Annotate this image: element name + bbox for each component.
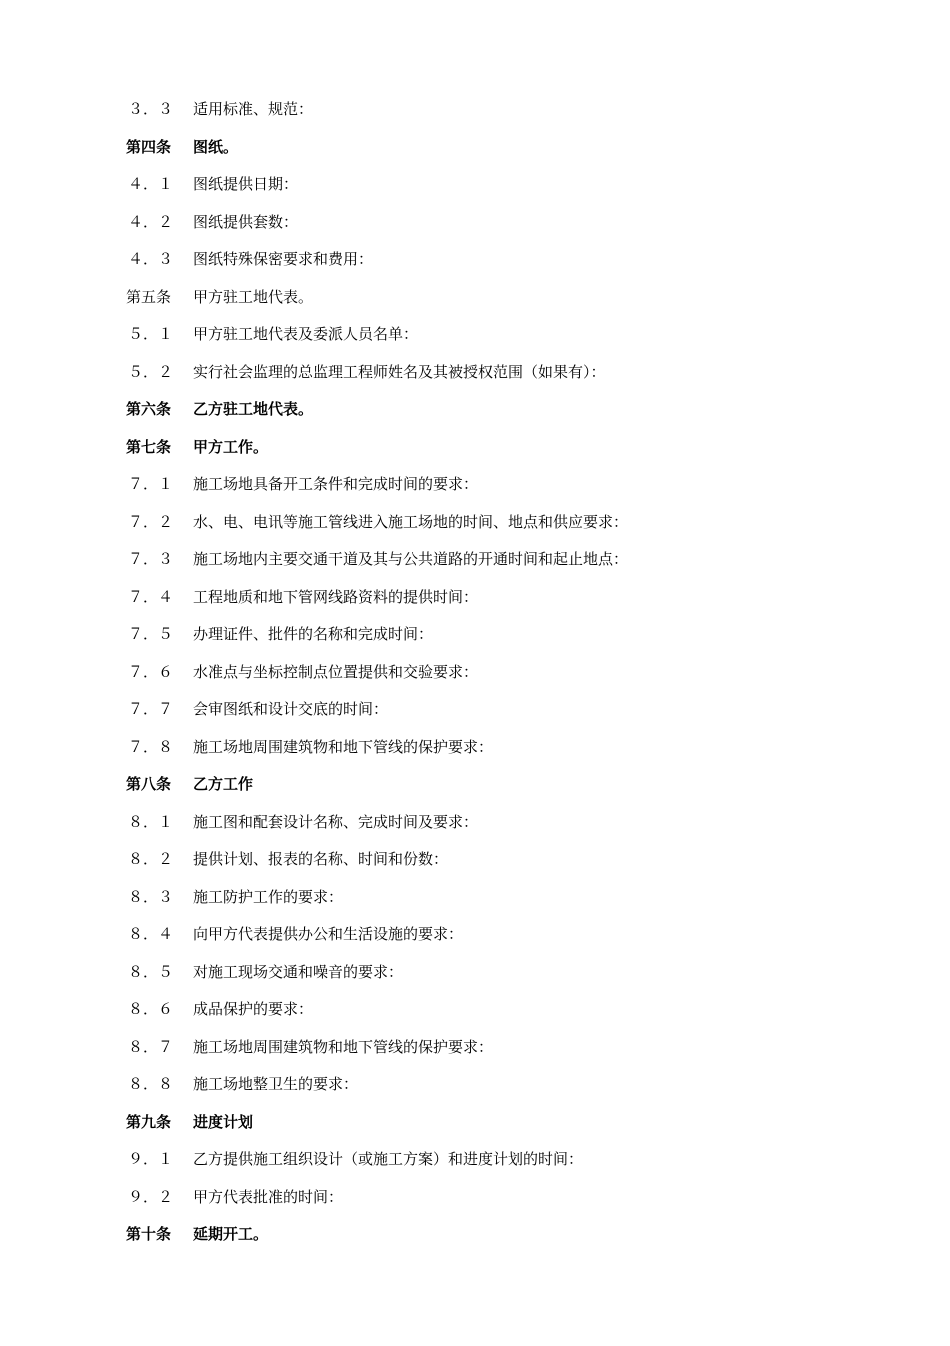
clause-item bbox=[126, 810, 478, 834]
clause-text: 对施工现场交通和噪音的要求： bbox=[193, 963, 404, 981]
clause-text: 工程地质和地下管网线路资料的提供时间： bbox=[193, 588, 479, 606]
clause-number: ８．７ bbox=[128, 1038, 174, 1056]
clause-item bbox=[126, 660, 478, 684]
clause-item bbox=[126, 210, 298, 234]
clause-number: ４．２ bbox=[128, 213, 174, 231]
clause-number: ８．４ bbox=[128, 925, 174, 943]
clause-text: 施工场地整卫生的要求： bbox=[193, 1075, 359, 1093]
clause-item bbox=[126, 1072, 358, 1096]
clause-text: 向甲方代表提供办公和生活设施的要求： bbox=[193, 925, 464, 943]
clause-number: ７．８ bbox=[128, 738, 174, 756]
clause-number: ５．２ bbox=[128, 363, 174, 381]
clause-number: ４．１ bbox=[128, 175, 174, 193]
clause-number: ７．６ bbox=[128, 663, 174, 681]
clause-text: 施工场地周围建筑物和地下管线的保护要求： bbox=[193, 738, 494, 756]
clause-text: 施工防护工作的要求： bbox=[193, 888, 344, 906]
clause-item bbox=[126, 922, 463, 946]
clause-text: 图纸提供套数： bbox=[193, 213, 299, 231]
clause-item bbox=[126, 97, 313, 121]
clause-item bbox=[126, 1185, 343, 1209]
clause-text: 办理证件、批件的名称和完成时间： bbox=[193, 625, 434, 643]
clause-item bbox=[126, 510, 628, 534]
clause-item bbox=[126, 697, 388, 721]
clause-text: 施工场地内主要交通干道及其与公共道路的开通时间和起止地点： bbox=[193, 550, 629, 568]
clause-text: 水准点与坐标控制点位置提供和交验要求： bbox=[193, 663, 479, 681]
section-heading bbox=[126, 435, 268, 459]
clause-item bbox=[126, 247, 373, 271]
clause-number: ７．４ bbox=[128, 588, 174, 606]
clause-text: 成品保护的要求： bbox=[193, 1000, 314, 1018]
clause-text: 甲方代表批准的时间： bbox=[193, 1188, 344, 1206]
clause-number: ８．６ bbox=[128, 1000, 174, 1018]
clause-text: 提供计划、报表的名称、时间和份数： bbox=[193, 850, 449, 868]
clause-item bbox=[126, 997, 313, 1021]
clause-item bbox=[126, 960, 403, 984]
section-heading bbox=[126, 135, 238, 159]
section-title bbox=[126, 285, 313, 309]
clause-text: 会审图纸和设计交底的时间： bbox=[193, 700, 389, 718]
section-number: 第八条 bbox=[126, 775, 172, 793]
clause-item bbox=[126, 585, 478, 609]
clause-number: ７．２ bbox=[128, 513, 174, 531]
section-text: 甲方工作。 bbox=[193, 438, 269, 456]
section-number: 第七条 bbox=[126, 438, 172, 456]
section-text: 乙方工作 bbox=[193, 775, 254, 793]
clause-text: 水、电、电讯等施工管线进入施工场地的时间、地点和供应要求： bbox=[193, 513, 629, 531]
section-heading bbox=[126, 1110, 253, 1134]
section-text: 甲方驻工地代表。 bbox=[193, 288, 314, 306]
clause-number: ８．２ bbox=[128, 850, 174, 868]
section-number: 第六条 bbox=[126, 400, 172, 418]
clause-number: ４．３ bbox=[128, 250, 174, 268]
section-heading bbox=[126, 397, 313, 421]
clause-number: ８．３ bbox=[128, 888, 174, 906]
section-text: 延期开工。 bbox=[193, 1225, 269, 1243]
clause-item bbox=[126, 735, 493, 759]
section-number: 第五条 bbox=[126, 288, 172, 306]
clause-text: 施工场地周围建筑物和地下管线的保护要求： bbox=[193, 1038, 494, 1056]
clause-number: ７．７ bbox=[128, 700, 174, 718]
clause-number: ８．８ bbox=[128, 1075, 174, 1093]
clause-text: 施工场地具备开工条件和完成时间的要求： bbox=[193, 475, 479, 493]
clause-text: 图纸提供日期： bbox=[193, 175, 299, 193]
clause-number: ７．３ bbox=[128, 550, 174, 568]
clause-item bbox=[126, 322, 418, 346]
clause-number: ３．３ bbox=[128, 100, 174, 118]
clause-number: ７．１ bbox=[128, 475, 174, 493]
clause-number: ９．１ bbox=[128, 1150, 174, 1168]
clause-text: 甲方驻工地代表及委派人员名单： bbox=[193, 325, 419, 343]
clause-item bbox=[126, 472, 478, 496]
clause-item bbox=[126, 547, 628, 571]
clause-item bbox=[126, 360, 606, 384]
section-heading bbox=[126, 1222, 268, 1246]
clause-item bbox=[126, 622, 433, 646]
clause-item bbox=[126, 847, 448, 871]
clause-text: 乙方提供施工组织设计（或施工方案）和进度计划的时间： bbox=[193, 1150, 584, 1168]
section-number: 第九条 bbox=[126, 1113, 172, 1131]
section-number: 第四条 bbox=[126, 138, 172, 156]
clause-text: 施工图和配套设计名称、完成时间及要求： bbox=[193, 813, 479, 831]
section-heading bbox=[126, 772, 253, 796]
clause-number: ５．１ bbox=[128, 325, 174, 343]
clause-item bbox=[126, 885, 343, 909]
clause-number: ８．５ bbox=[128, 963, 174, 981]
clause-text: 图纸特殊保密要求和费用： bbox=[193, 250, 374, 268]
clause-number: ８．１ bbox=[128, 813, 174, 831]
clause-item bbox=[126, 1147, 583, 1171]
section-text: 进度计划 bbox=[193, 1113, 254, 1131]
clause-number: ９．２ bbox=[128, 1188, 174, 1206]
section-text: 乙方驻工地代表。 bbox=[193, 400, 314, 418]
clause-text: 适用标准、规范： bbox=[193, 100, 314, 118]
clause-item bbox=[126, 172, 298, 196]
clause-number: ７．５ bbox=[128, 625, 174, 643]
clause-item bbox=[126, 1035, 493, 1059]
clause-text: 实行社会监理的总监理工程师姓名及其被授权范围（如果有）： bbox=[193, 363, 606, 381]
section-number: 第十条 bbox=[126, 1225, 172, 1243]
section-text: 图纸。 bbox=[193, 138, 239, 156]
